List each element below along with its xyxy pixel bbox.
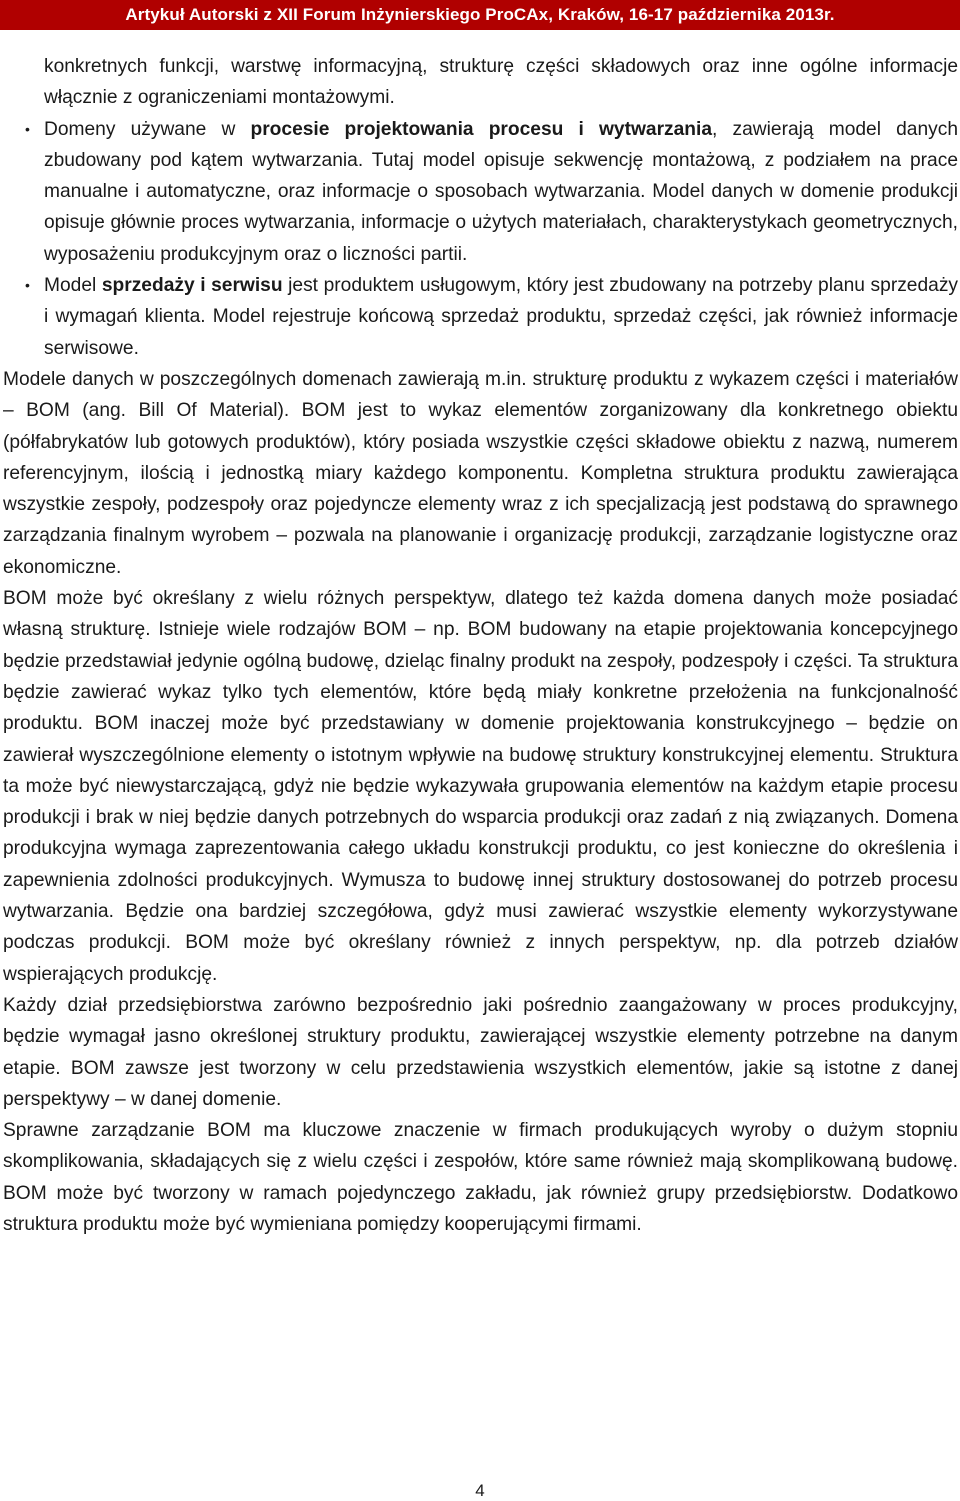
list-item [3,270,958,364]
list-item-text: Model [44,275,102,297]
list-item [3,51,958,114]
paragraph-bom-definition: Modele danych w poszczególnych domenach zawierają m.in. strukturę produktu z wykazem części i materiałów – BOM (ang. Bill Of Material). BOM jest to wykaz elementów zorganizowany dla konkretnego obiektu (półfabrykatów lub gotowych produktów), który posiada wszystkie części składowe obiektu z nazwą, numerem referencyjnym, ilością i jednostką miary każdego komponentu. Kompletna struktura produktu zawierająca wszystkie zespoły, podzespoły oraz pojedyncze elementy wraz z ich specjalizacją jest podstawą do sprawnego zarządzania finalnym wyrobem – pozwala na planowanie i organizację produkcji, zarządzanie logistyczne oraz ekonomiczne. [3,368,958,578]
paragraph-bom-management: Sprawne zarządzanie BOM ma kluczowe znaczenie w firmach produkujących wyroby o dużym stopniu skomplikowania, składających się z wielu części i zespołów, które same również mają skomplikowaną budowę. BOM może być tworzony w ramach pojedynczego zakładu, jak również grupy przedsiębiorstw. Dodatkowo struktura produktu może być wymieniana pomiędzy kooperującymi firmami. [3,1120,958,1235]
list-item-text: konkretnych funkcji, warstwę informacyjną, strukturę części składowych oraz inne ogólne informacje włącznie z ograniczeniami montażowymi. [44,56,958,109]
bullet-list [3,51,958,364]
paragraph-bom-perspectives: BOM może być określany z wielu różnych perspektyw, dlatego też każda domena danych może posiadać własną strukturę. Istnieje wiele rodzajów BOM – np. BOM budowany na etapie projektowania koncepcyjnego będzie przedstawiał jedynie ogólną budowę, dzieląc finalny produkt na zespoły, podzespoły i części. Ta struktura będzie zawierać wykaz tylko tych elementów, które będą miały konkretne przełożenia na funkcjonalność produktu. BOM inaczej może być przedstawiany w domenie projektowania konstrukcyjnego – będzie on zawierał wyszczególnione elementy o istotnym wpływie na budowę struktury konstrukcyjnej elementu. Struktura ta może być niewystarczającą, gdyż nie będzie wykazywała grupowania elementów na każdym etapie procesu produkcji i brak w niej będzie danych potrzebnych do wsparcia produkcji oraz zadań z nią związanych. Domena produkcyjna wymaga zaprezentowania całego układu konstrukcji produktu, co jest konieczne do określenia i zapewnienia zdolności produkcyjnych. Wymusza to budowę innej struktury dostosowanej do potrzeb procesu wytwarzania. Będzie ona bardziej szczegółowa, gdyż musi zawierać wszystkie elementy wykorzystywane podczas produkcji. BOM może być określany również z innych perspektyw, np. dla potrzeb działów wspierających produkcję. [3,588,958,985]
document-body [3,51,958,1240]
list-item-text: Domeny używane w [44,118,251,140]
list-item-text: jest produktem usługowym, który jest zbudowany na potrzeby planu sprzedaży i wymagań klienta. Model rejestruje końcową sprzedaż produktu, sprzedaż części, jak również informacje serwisowe. [44,275,959,359]
list-item-text: , zawierają model danych zbudowany pod kątem wytwarzania. Tutaj model opisuje sekwencję montażową, z podziałem na prace manualne i automatyczne, oraz informacje o sposobach wytwarzania. Model danych w domenie produkcji opisuje głównie proces wytwarzania, informacje o użytych materiałach, charakterystykach geometrycznych, wyposażeniu produkcyjnym oraz o liczności partii. [44,118,958,265]
bullet-icon: • [25,120,30,137]
paragraph-departments: Każdy dział przedsiębiorstwa zarówno bezpośrednio jaki pośrednio zaangażowany w proces produkcyjny, będzie wymagał jasno określonej struktury produktu, zawierającej wszystkie elementy potrzebne na danym etapie. BOM zawsze jest tworzony w celu przedstawienia wszystkich elementów, jakie są istotne z danej perspektywy – w danej domenie. [3,994,958,1110]
list-item-bold-term: sprzedaży i serwisu [101,275,283,297]
list-item-bold-term: procesie projektowania procesu i wytwarzania [250,118,713,140]
bullet-icon: • [25,277,30,294]
list-item [3,114,958,270]
page-header: Artykuł Autorski z XII Forum Inżynierskiego ProCAx, Kraków, 16-17 października 2013r. [0,0,960,30]
page-number: 4 [475,1481,485,1500]
